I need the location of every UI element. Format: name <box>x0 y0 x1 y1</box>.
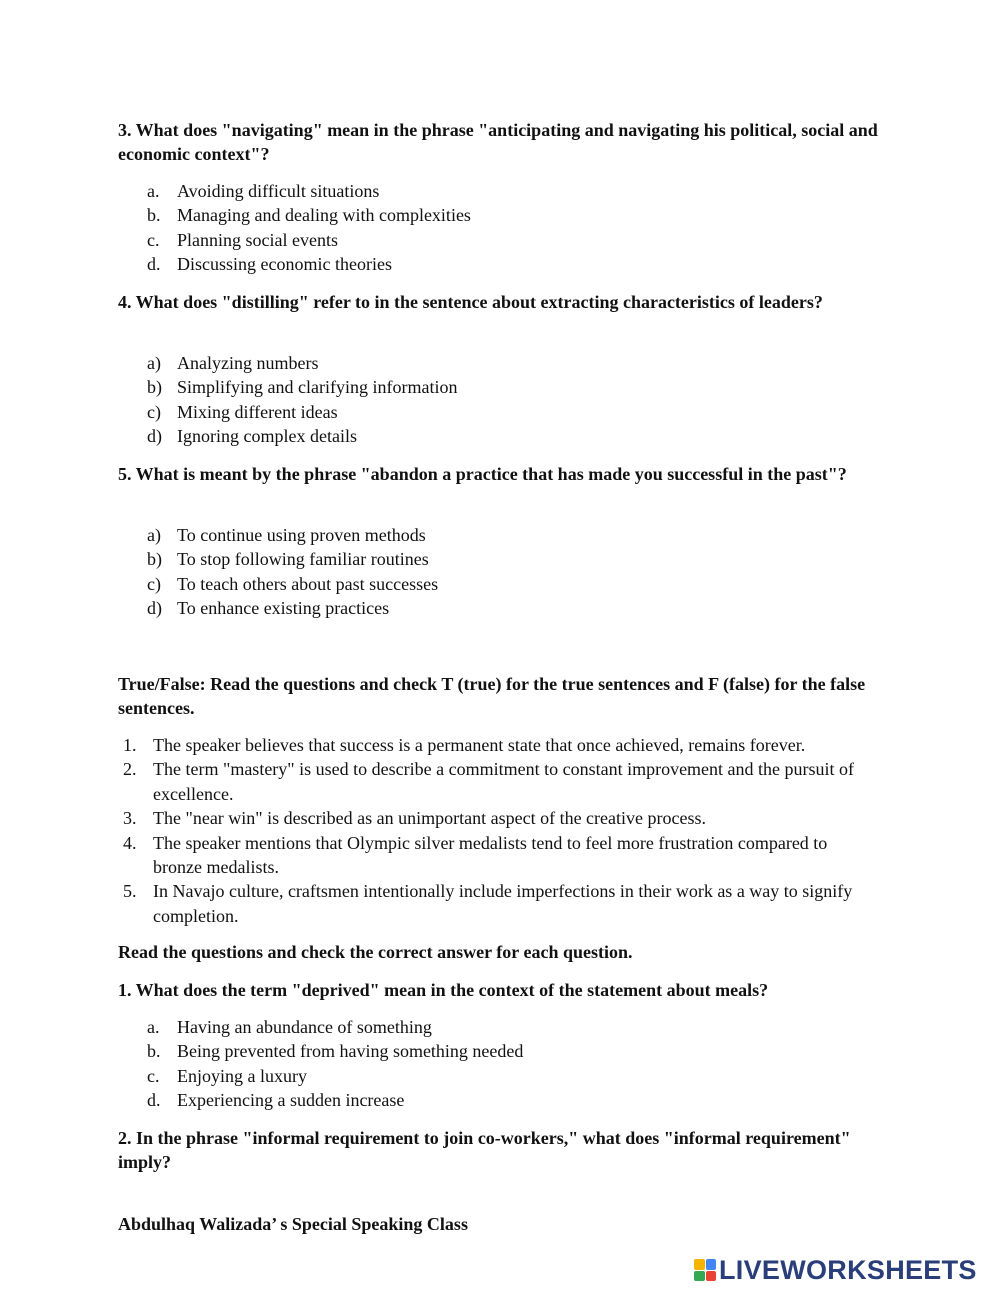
option-marker: c. <box>147 229 160 250</box>
true-false-item[interactable] <box>118 831 878 880</box>
option-text: To continue using proven methods <box>177 525 426 545</box>
logo-tile <box>706 1271 717 1282</box>
logo-tile <box>694 1259 705 1270</box>
option-marker: b) <box>147 549 162 570</box>
option-text: Ignoring complex details <box>177 426 357 447</box>
logo-wordmark: LIVEWORKSHEETS <box>719 1254 977 1285</box>
option-marker: d) <box>147 598 162 619</box>
option[interactable] <box>118 252 471 276</box>
true-false-item[interactable] <box>118 879 878 928</box>
option-marker: a) <box>147 353 161 373</box>
question-2: 2. In the phrase "informal requirement to join co-workers," what does "informal requirement" imply? <box>118 1128 851 1172</box>
question-1: 1. What does the term "deprived" mean in the context of the statement about meals? <box>118 980 769 1000</box>
option-text: Avoiding difficult situations <box>177 181 380 201</box>
option-text: Simplifying and clarifying information <box>177 377 458 398</box>
true-false-heading: True/False: Read the questions and check T (true) for the true sentences and F (false) for the false sentences. <box>118 674 866 718</box>
item-number: 3. <box>123 808 137 829</box>
option-text: Being prevented from having something needed <box>177 1041 524 1062</box>
option-text: Discussing economic theories <box>177 254 392 275</box>
question-1-options <box>118 1015 523 1113</box>
item-number: 4. <box>123 832 137 853</box>
question-4-options <box>118 351 457 449</box>
liveworksheets-logo[interactable] <box>694 1255 977 1285</box>
option[interactable] <box>118 596 438 620</box>
option-marker: b) <box>147 377 162 398</box>
option-marker: c) <box>147 401 161 422</box>
option-text: Planning social events <box>177 229 338 250</box>
option[interactable] <box>118 572 438 596</box>
true-false-item[interactable] <box>118 733 878 757</box>
option-marker: c) <box>147 573 161 594</box>
item-number: 2. <box>123 759 137 780</box>
option[interactable] <box>118 203 471 227</box>
item-text: The "near win" is described as an unimportant aspect of the creative process. <box>153 808 706 829</box>
question-5: 5. What is meant by the phrase "abandon a practice that has made you successful in the past"? <box>118 464 847 484</box>
option-text: Analyzing numbers <box>177 353 319 373</box>
option-marker: a. <box>147 1017 160 1037</box>
true-false-item[interactable] <box>118 806 878 830</box>
item-number: 1. <box>123 735 137 755</box>
item-text: The speaker believes that success is a permanent state that once achieved, remains forever. <box>153 735 806 755</box>
item-text: The term "mastery" is used to describe a commitment to constant improvement and the pursuit of excellence. <box>153 759 855 804</box>
question-4: 4. What does "distilling" refer to in the sentence about extracting characteristics of leaders? <box>118 292 823 312</box>
option-marker: a) <box>147 525 161 545</box>
option-text: Experiencing a sudden increase <box>177 1090 405 1111</box>
option[interactable] <box>118 375 457 399</box>
question-5-options <box>118 523 438 621</box>
option-text: Managing and dealing with complexities <box>177 205 471 226</box>
option-text: Mixing different ideas <box>177 401 338 422</box>
true-false-item[interactable] <box>118 757 878 806</box>
item-number: 5. <box>123 881 137 902</box>
option[interactable] <box>118 1039 523 1063</box>
question-3: 3. What does "navigating" mean in the phrase "anticipating and navigating his political, social and economic context"? <box>118 120 878 164</box>
option-text: Enjoying a luxury <box>177 1065 307 1086</box>
true-false-list <box>118 733 878 928</box>
item-text: The speaker mentions that Olympic silver medalists tend to feel more frustration compared to bronze medalists. <box>153 832 828 878</box>
option[interactable] <box>118 1088 523 1112</box>
question-3-options <box>118 179 471 277</box>
option[interactable] <box>118 547 438 571</box>
option-text: To enhance existing practices <box>177 598 390 619</box>
option-marker: d. <box>147 254 161 275</box>
option-text: Having an abundance of something <box>177 1017 432 1037</box>
logo-tile <box>694 1271 705 1282</box>
option-text: To stop following familiar routines <box>177 549 429 570</box>
option[interactable] <box>118 228 471 252</box>
option-marker: d) <box>147 426 162 447</box>
option[interactable] <box>118 351 457 375</box>
item-text: In Navajo culture, craftsmen intentionally include imperfections in their work as a way to signify completion. <box>153 881 853 926</box>
option-marker: d. <box>147 1090 161 1111</box>
option[interactable] <box>118 1015 523 1039</box>
option-marker: b. <box>147 205 161 226</box>
option-marker: b. <box>147 1041 161 1062</box>
option[interactable] <box>118 523 438 547</box>
section-heading: Read the questions and check the correct answer for each question. <box>118 942 633 962</box>
option[interactable] <box>118 400 457 424</box>
option-marker: a. <box>147 181 160 201</box>
option[interactable] <box>118 179 471 203</box>
logo-tile <box>706 1259 717 1270</box>
option[interactable] <box>118 424 457 448</box>
footer-class-name: Abdulhaq Walizada’ s Special Speaking Class <box>118 1214 468 1234</box>
option-text: To teach others about past successes <box>177 573 439 594</box>
option-marker: c. <box>147 1065 160 1086</box>
option[interactable] <box>118 1064 523 1088</box>
liveworksheets-logo-icon <box>694 1259 716 1281</box>
